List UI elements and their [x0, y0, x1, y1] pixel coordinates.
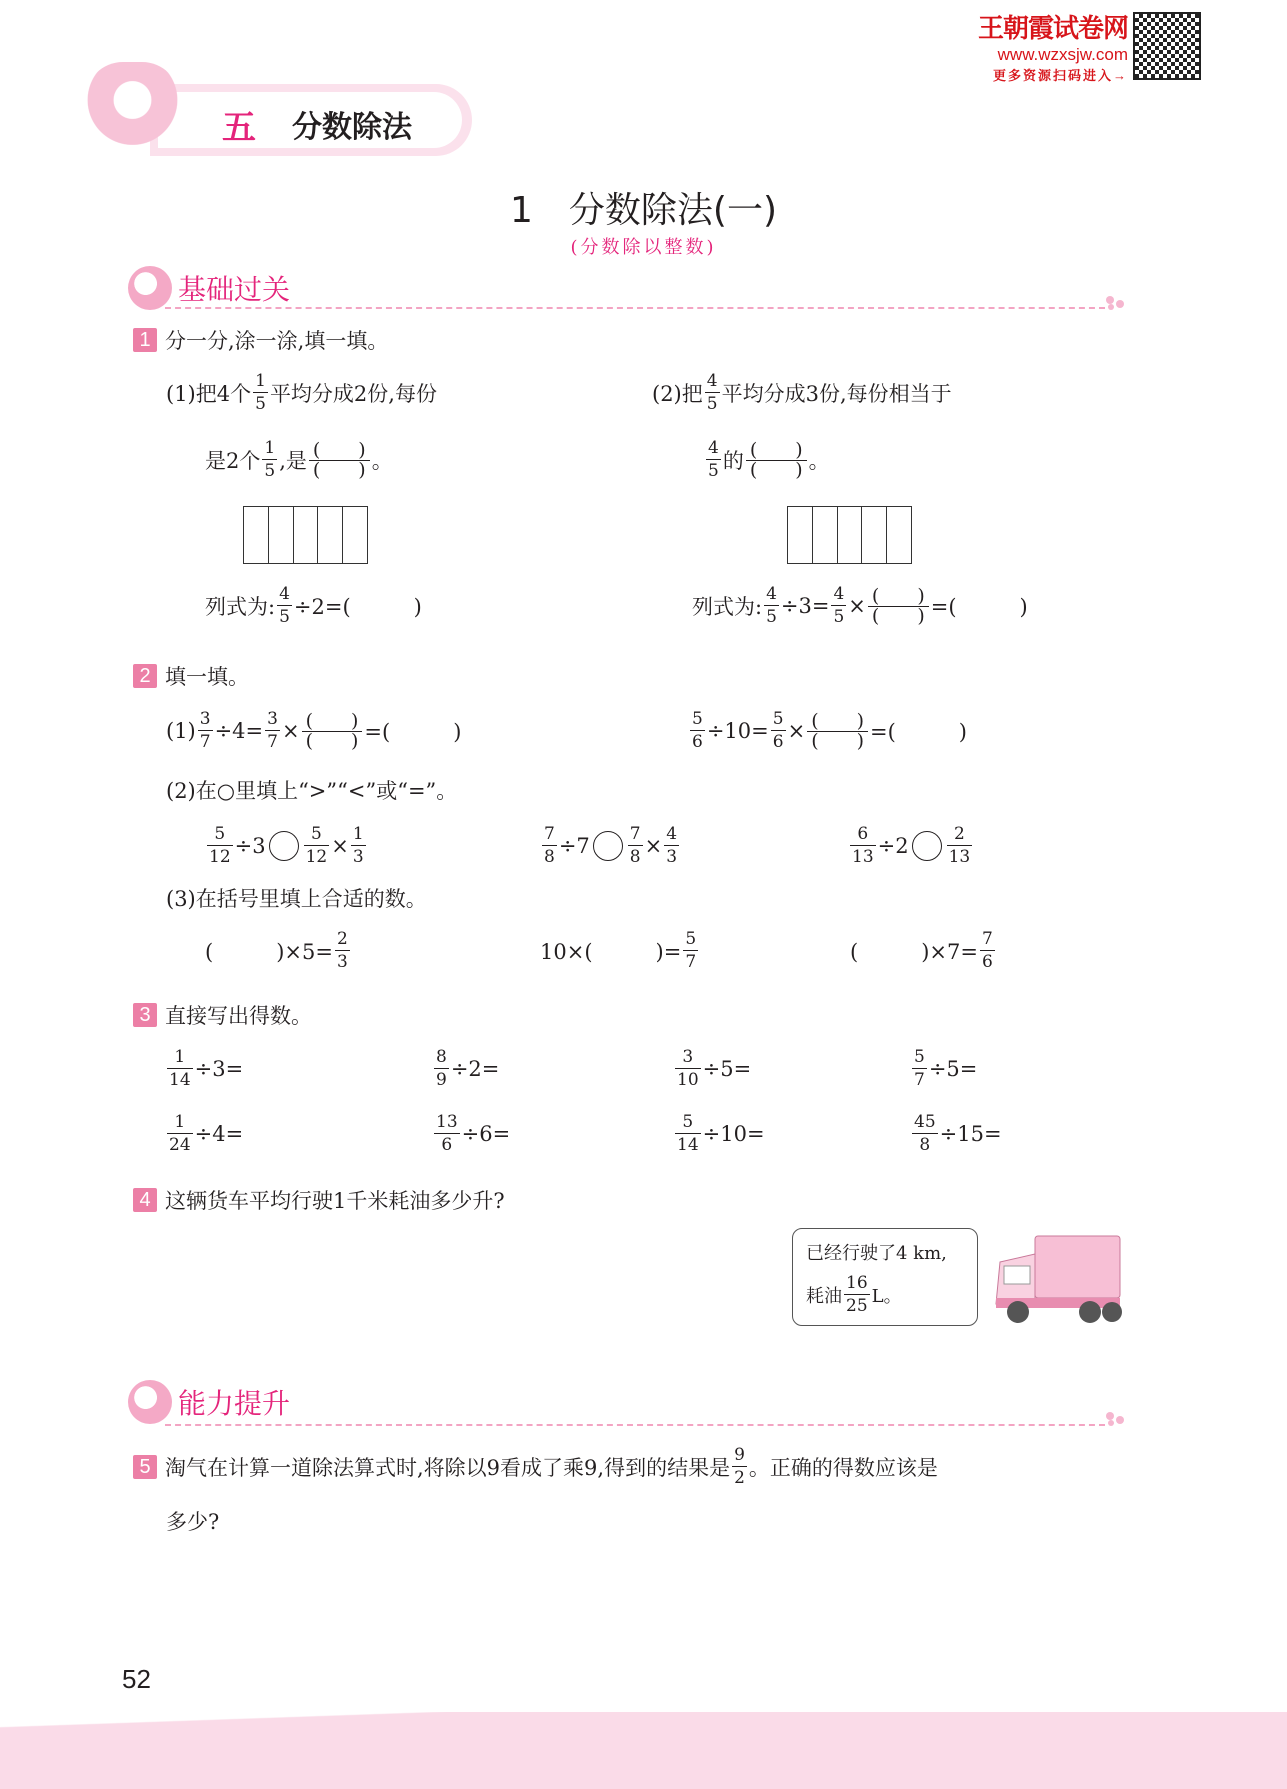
denominator: ( )	[807, 731, 868, 751]
section-mascot-icon	[128, 266, 172, 310]
denominator: 3	[336, 952, 348, 972]
dots-icon	[1106, 1412, 1128, 1424]
denominator: 2	[734, 1468, 745, 1488]
numerator: 5	[682, 1112, 694, 1132]
denominator: 9	[436, 1070, 447, 1090]
chapter-number: 五	[222, 108, 256, 148]
dots-icon	[1106, 296, 1128, 308]
compare-circle[interactable]	[912, 831, 942, 861]
fraction	[706, 440, 721, 480]
numerator: 5	[914, 1047, 925, 1067]
q3-expression	[673, 1104, 765, 1164]
numerator: 3	[199, 709, 211, 729]
question-number-badge: 5	[133, 1455, 157, 1479]
text: ×	[281, 719, 300, 743]
denominator: 13	[948, 847, 971, 867]
text: =( )	[930, 595, 1028, 619]
text: 是2个	[205, 449, 261, 473]
numerator: 16	[846, 1273, 868, 1293]
denominator: 6	[772, 732, 784, 752]
text: ÷5=	[928, 1057, 978, 1081]
q1-part2-equation	[692, 576, 1028, 636]
text: ( )×5=	[205, 940, 333, 964]
numerator: ( )	[312, 438, 366, 461]
numerator: 4	[708, 438, 719, 458]
qr-code-icon	[1133, 12, 1201, 80]
fraction	[434, 1114, 460, 1154]
brand-slogan: 更多资源扫码进入→	[992, 68, 1128, 83]
fraction-answer-blank[interactable]	[309, 438, 370, 481]
fraction	[732, 1447, 747, 1487]
fraction	[947, 826, 973, 866]
fraction	[167, 1049, 193, 1089]
numerator: 4	[279, 584, 290, 604]
fraction	[434, 1049, 449, 1089]
text: ÷5=	[702, 1057, 752, 1081]
fraction-answer-blank[interactable]	[746, 438, 807, 481]
brand-logo	[958, 8, 1128, 84]
fraction	[831, 586, 846, 626]
fraction-answer-blank[interactable]	[868, 584, 929, 627]
denominator: 3	[666, 847, 678, 867]
fraction	[265, 711, 280, 751]
numerator: ( )	[871, 584, 925, 607]
text: ÷3	[234, 834, 266, 858]
numerator: ( )	[811, 709, 865, 732]
q1-part1-equation	[205, 576, 422, 636]
denominator: 5	[255, 394, 266, 414]
fraction	[912, 1114, 938, 1154]
numerator: 1	[174, 1047, 186, 1067]
denominator: 7	[267, 732, 278, 752]
q3-expression	[673, 1039, 751, 1099]
numerator: 3	[267, 709, 278, 729]
q2-part3-prompt: (3)在括号里填上合适的数。	[166, 887, 427, 911]
numerator: 5	[772, 709, 784, 729]
numerator: 5	[692, 709, 703, 729]
text: 。正确的得数应该是	[748, 1456, 938, 1480]
denominator: 5	[833, 607, 845, 627]
q1-part2-line2	[704, 430, 830, 490]
text: ÷15=	[939, 1122, 1002, 1146]
divider	[165, 307, 1105, 309]
denominator: 3	[352, 847, 364, 867]
q3-expression	[910, 1104, 1002, 1164]
fraction	[664, 826, 679, 866]
text: ÷6=	[461, 1122, 511, 1146]
numerator: 7	[544, 824, 555, 844]
numerator: 7	[981, 929, 993, 949]
text: ÷2	[877, 834, 909, 858]
denominator: 12	[209, 847, 231, 867]
denominator: 14	[677, 1135, 699, 1155]
denominator: 25	[846, 1296, 868, 1316]
numerator: 13	[436, 1112, 458, 1132]
question-prompt: 这辆货车平均行驶1千米耗油多少升?	[165, 1189, 505, 1213]
fraction	[262, 440, 277, 480]
text: (1)	[166, 719, 196, 743]
q2-fill-1	[205, 921, 352, 981]
fraction	[675, 1114, 701, 1154]
text: 耗油	[806, 1286, 842, 1307]
q3-expression	[432, 1039, 499, 1099]
text: ÷7	[558, 834, 590, 858]
numerator: 5	[685, 929, 697, 949]
text: ×	[331, 834, 349, 858]
fraction	[690, 711, 705, 751]
denominator: ( )	[868, 606, 929, 626]
q2-part1-left	[166, 701, 461, 761]
numerator: 6	[857, 824, 869, 844]
denominator: 10	[677, 1070, 699, 1090]
fraction	[351, 826, 366, 866]
lesson-subtitle: (分数除以整数)	[570, 237, 717, 258]
text: ÷3=	[194, 1057, 244, 1081]
denominator: 8	[629, 847, 641, 867]
fraction	[207, 826, 233, 866]
text: 平均分成3份,每份相当于	[721, 382, 952, 406]
text: (1)把4个	[166, 382, 252, 406]
text: ÷10=	[706, 719, 769, 743]
footer-band	[0, 1712, 1287, 1789]
mascot-icon	[85, 62, 180, 157]
question-prompt-continued: 多少?	[166, 1510, 220, 1534]
text: 。	[808, 449, 830, 473]
question-1-header	[133, 310, 388, 370]
page-number: 52	[122, 1664, 151, 1694]
fraction	[253, 373, 268, 413]
q2-part2-prompt: (2)在○里填上“>”“<”或“=”。	[166, 779, 458, 803]
fraction-answer-blank[interactable]	[302, 709, 363, 752]
fraction	[980, 931, 995, 971]
denominator: 5	[766, 607, 777, 627]
text: ( )×7=	[850, 940, 978, 964]
text: ,是	[279, 449, 307, 473]
text: (2)把	[652, 382, 703, 406]
denominator: 7	[914, 1070, 925, 1090]
denominator: ( )	[309, 460, 370, 480]
fraction	[683, 931, 698, 971]
text: ÷3=	[780, 594, 830, 618]
fraction	[764, 586, 779, 626]
numerator: 4	[833, 584, 845, 604]
numerator: 5	[311, 824, 322, 844]
denominator: 12	[305, 847, 328, 867]
denominator: 14	[169, 1070, 191, 1090]
fraction	[705, 373, 720, 413]
text: ÷4=	[214, 719, 264, 743]
text: ÷4=	[194, 1122, 244, 1146]
question-4-header	[133, 1170, 505, 1230]
numerator: 1	[174, 1112, 186, 1132]
fraction	[304, 826, 330, 866]
chapter-title: 分数除法	[292, 110, 412, 145]
text: 列式为:	[205, 595, 276, 619]
numerator: 45	[914, 1112, 936, 1132]
q3-expression	[910, 1039, 977, 1099]
text: ÷2=	[450, 1057, 500, 1081]
fraction-answer-blank[interactable]	[807, 709, 868, 752]
q2-compare-2	[540, 816, 681, 876]
text: ×	[848, 594, 866, 618]
numerator: 1	[255, 371, 266, 391]
section-title: 能力提升	[178, 1387, 291, 1420]
denominator: 5	[706, 394, 718, 414]
numerator: 8	[436, 1047, 447, 1067]
question-prompt: 直接写出得数。	[165, 1004, 312, 1028]
numerator: 4	[766, 584, 777, 604]
denominator: 6	[692, 732, 703, 752]
denominator: 13	[852, 847, 874, 867]
text: L。	[871, 1286, 902, 1307]
question-3-header	[133, 985, 312, 1045]
denominator: 7	[199, 732, 211, 752]
q2-fill-3	[850, 921, 997, 981]
denominator: 5	[708, 461, 719, 481]
q2-compare-1	[205, 816, 368, 876]
text: ÷2=( )	[293, 595, 422, 619]
fraction	[628, 826, 643, 866]
fraction	[167, 1114, 193, 1154]
numerator: 2	[954, 824, 965, 844]
question-number-badge: 3	[133, 1003, 157, 1027]
fraction	[542, 826, 557, 866]
numerator: 1	[352, 824, 364, 844]
numerator: 2	[336, 929, 348, 949]
question-prompt	[165, 1447, 938, 1487]
denominator: 8	[912, 1133, 938, 1154]
question-number-badge: 4	[133, 1188, 157, 1212]
fraction	[844, 1275, 870, 1315]
text: 的	[722, 449, 744, 473]
q3-expression	[165, 1039, 243, 1099]
numerator: ( )	[749, 438, 803, 461]
numerator: 1	[264, 438, 276, 458]
numerator: ( )	[305, 709, 359, 732]
text: =( )	[870, 720, 967, 744]
text: =( )	[364, 720, 462, 744]
fraction-grid-right[interactable]	[787, 506, 912, 564]
fraction	[335, 931, 350, 971]
question-2-header	[133, 646, 249, 706]
section-mascot-icon	[128, 1380, 172, 1424]
numerator: 9	[734, 1445, 745, 1465]
truck-icon	[990, 1232, 1130, 1328]
fraction	[675, 1049, 701, 1089]
q2-compare-3	[848, 816, 974, 876]
text: 平均分成2份,每份	[269, 382, 437, 406]
text: 。	[371, 449, 393, 473]
question-number-badge: 2	[133, 664, 157, 688]
fraction	[198, 711, 213, 751]
q1-part1-line2	[205, 430, 393, 490]
question-prompt: 填一填。	[165, 665, 249, 689]
bubble-line-1: 已经行驶了4 km,	[806, 1243, 947, 1264]
q3-expression	[432, 1104, 510, 1164]
denominator: 5	[279, 607, 290, 627]
bubble-line-2	[806, 1265, 902, 1325]
section-title: 基础过关	[178, 273, 291, 306]
text: ×	[787, 719, 806, 743]
section-advanced	[128, 1380, 290, 1424]
numerator: 4	[706, 371, 718, 391]
q1-part1-line1	[166, 363, 437, 423]
compare-circle[interactable]	[593, 831, 623, 861]
denominator: 5	[264, 461, 276, 481]
text: ÷10=	[702, 1122, 765, 1146]
divider	[165, 1424, 1105, 1426]
brand-url: www.wzxsjw.com	[997, 45, 1128, 64]
q3-expression	[165, 1104, 243, 1164]
numerator: 4	[666, 824, 678, 844]
q1-part2-line1	[652, 363, 952, 423]
fraction	[912, 1049, 927, 1089]
question-prompt: 分一分,涂一涂,填一填。	[165, 329, 389, 353]
q2-fill-2	[540, 921, 700, 981]
denominator: 7	[685, 952, 697, 972]
denominator: 24	[169, 1135, 191, 1155]
text: 10×( )=	[540, 940, 682, 964]
fraction	[850, 826, 876, 866]
question-number-badge: 1	[133, 328, 157, 352]
fraction	[277, 586, 292, 626]
numerator: 3	[682, 1047, 694, 1067]
section-basic	[128, 266, 290, 310]
text: 列式为:	[692, 595, 763, 619]
question-5	[133, 1437, 938, 1497]
denominator: 6	[434, 1133, 460, 1154]
numerator: 5	[214, 824, 226, 844]
denominator: ( )	[302, 731, 363, 751]
text: ×	[644, 834, 663, 858]
denominator: 8	[544, 847, 555, 867]
denominator: 6	[981, 952, 993, 972]
fraction-grid-left[interactable]	[243, 506, 368, 564]
compare-circle[interactable]	[269, 831, 299, 861]
numerator: 7	[629, 824, 641, 844]
brand-name: 王朝霞试卷网	[977, 13, 1128, 43]
denominator: ( )	[746, 460, 807, 480]
q2-part1-right	[688, 701, 967, 761]
lesson-title: 1 分数除法(一)	[510, 190, 777, 231]
fraction	[771, 711, 786, 751]
text: 淘气在计算一道除法算式时,将除以9看成了乘9,得到的结果是	[165, 1456, 731, 1480]
